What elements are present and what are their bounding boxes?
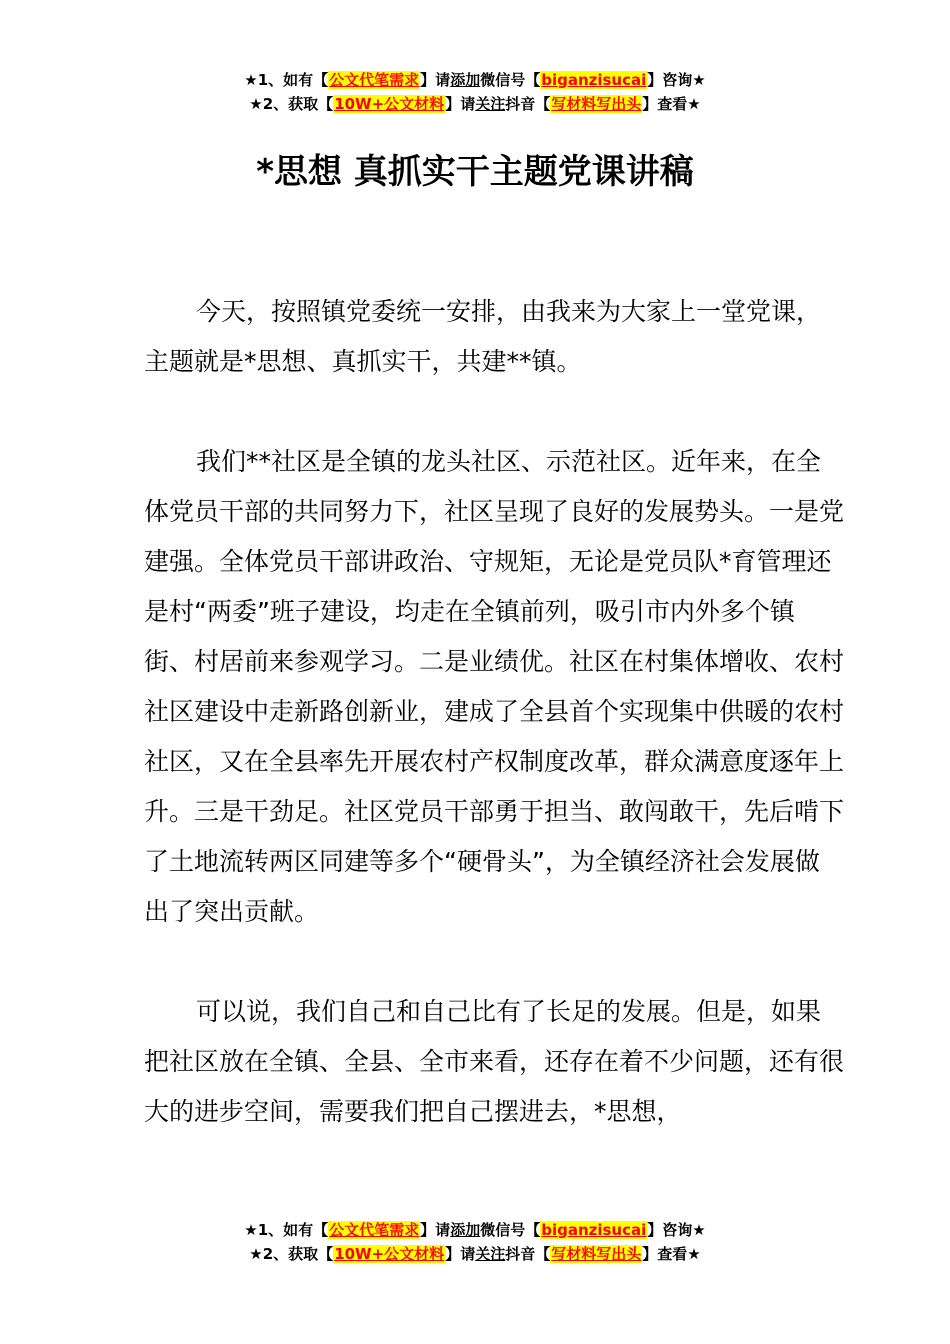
banner-text: 】查看★ [642,1245,701,1263]
banner-line-2 [0,92,950,116]
banner-text: ★1、如有【 [244,1221,329,1239]
banner-text: ★2、获取【 [249,1245,334,1263]
banner-text: 】咨询★ [647,1221,706,1239]
banner-highlight-materials: 10W+公文材料 [334,95,445,113]
banner-text: 抖音【 [505,95,551,113]
banner-text: 】查看★ [642,95,701,113]
banner-highlight-wechat: biganzisucai [541,71,647,89]
banner-text: 抖音【 [505,1245,551,1263]
paragraph: 今天，按照镇党委统一安排，由我来为大家上一堂党课，主题就是*思想、真抓实干，共建**镇。 [144,297,822,376]
banner-text: 微信号【 [480,1221,541,1239]
banner-text: 】咨询★ [647,71,706,89]
banner-underline: 添加 [450,1221,481,1239]
banner-line-2 [0,1242,950,1266]
banner-text: ★2、获取【 [249,95,334,113]
banner-highlight-douyin: 写材料写出头 [551,95,642,113]
banner-text: 】请 [445,95,476,113]
banner-highlight-service: 公文代笔需求 [329,1221,420,1239]
document-body [144,287,844,1187]
document-title: *思想 真抓实干主题党课讲稿 [256,152,694,192]
banner-highlight-wechat: biganzisucai [541,1221,647,1239]
banner-highlight-materials: 10W+公文材料 [334,1245,445,1263]
banner-text: 】请 [420,1221,451,1239]
footer-banner [0,1218,950,1266]
banner-underline: 添加 [450,71,481,89]
banner-line-1 [0,1218,950,1242]
banner-highlight-service: 公文代笔需求 [329,71,420,89]
banner-highlight-douyin: 写材料写出头 [551,1245,642,1263]
banner-text: 】请 [420,71,451,89]
banner-line-1 [0,68,950,92]
banner-text: 微信号【 [480,71,541,89]
banner-underline: 关注 [475,95,506,113]
banner-underline: 关注 [475,1245,506,1263]
paragraph: 可以说，我们自己和自己比有了长足的发展。但是，如果把社区放在全镇、全县、全市来看，还存在着不少问题，还有很大的进步空间，需要我们把自己摆进去，*思想， [144,997,845,1126]
banner-text: ★1、如有【 [244,71,329,89]
banner-text: 】请 [445,1245,476,1263]
paragraph: 我们**社区是全镇的龙头社区、示范社区。近年来，在全体党员干部的共同努力下，社区呈现了良好的发展势头。一是党建强。全体党员干部讲政治、守规矩，无论是党员队*育管理还是村“两委”班子建设，均走在全镇前列，吸引市内外多个镇街、村居前来参观学习。二是业绩优。社区在村集体增收、农村社区建设中走新路创新业，建成了全县首个实现集中供暖的农村社区，又在全县率先开展农村产权制度改革，群众满意度逐年上升。三是干劲足。社区党员干部勇于担当、敢闯敢干，先后啃下了土地流转两区同建等多个“硬骨头”，为全镇经济社会发展做出了突出贡献。 [144,447,845,926]
header-banner [0,68,950,116]
